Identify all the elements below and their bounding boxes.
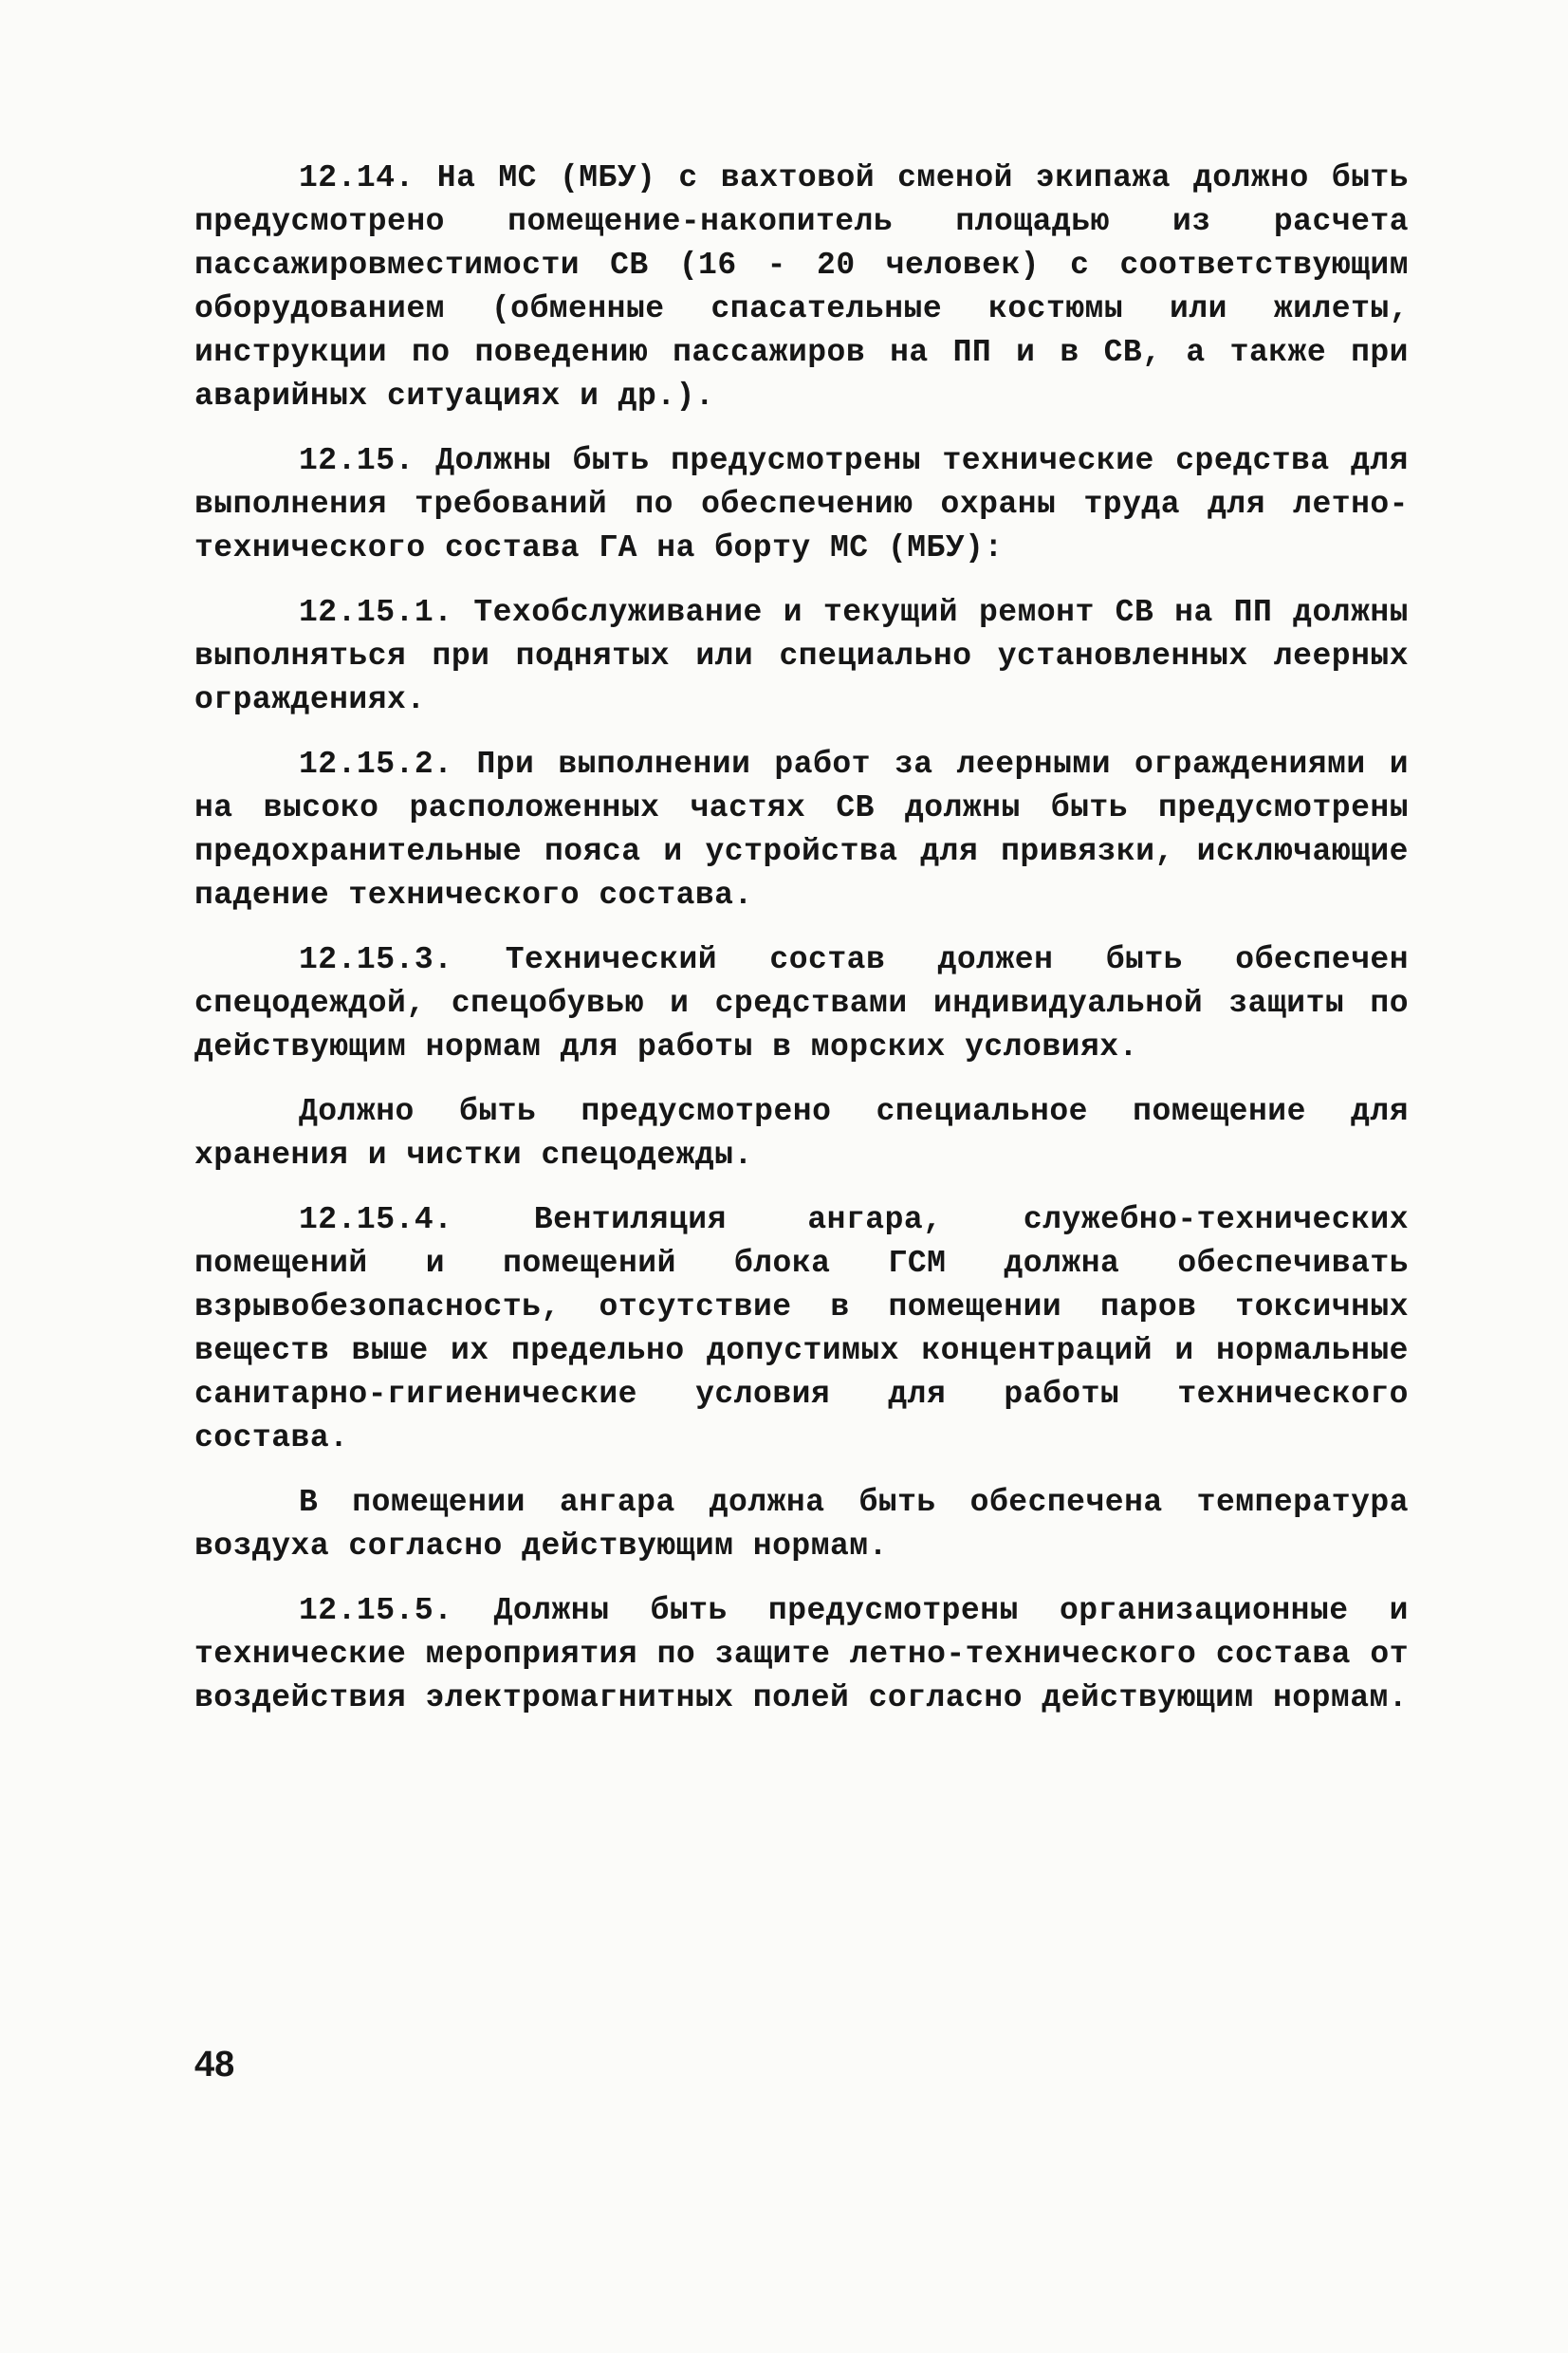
paragraph-12-15-2: 12.15.2. При выполнении работ за леерными ограждениями и на высоко расположенных частях СВ должны быть предусмотрены предохранительные пояса и устройства для привязки, исключающие падение технического состава. <box>194 747 1409 913</box>
paragraph-12-15-3: 12.15.3. Технический состав должен быть обеспечен спецодеждой, спецобувью и средствами индивидуальной защиты по действующим нормам для работы в морских условиях. <box>194 942 1409 1065</box>
paragraph-special-room: Должно быть предусмотрено специальное помещение для хранения и чистки спецодежды. <box>194 1094 1409 1173</box>
paragraph-12-14: 12.14. На МС (МБУ) с вахтовой сменой экипажа должно быть предусмотрено помещение-накопитель площадью из расчета пассажировместимости СВ (16 - 20 человек) с соответствующим оборудованием (обменные спасательные костюмы или жилеты, инструкции по поведению пассажиров на ПП и в СВ, а также при аварийных ситуациях и др.). <box>194 160 1409 414</box>
page-number: 48 <box>194 2045 235 2084</box>
paragraph-12-15-1: 12.15.1. Техобслуживание и текущий ремонт СВ на ПП должны выполняться при поднятых или специально установленных леерных ограждениях. <box>194 595 1409 717</box>
paragraph-12-15-5: 12.15.5. Должны быть предусмотрены организационные и технические мероприятия по защите летно-технического состава от воздействия электромагнитных полей согласно действующим нормам. <box>194 1593 1409 1715</box>
document-body <box>194 157 1409 1720</box>
paragraph-12-15-4: 12.15.4. Вентиляция ангара, служебно-технических помещений и помещений блока ГСМ должна обеспечивать взрывобезопасность, отсутствие в помещении паров токсичных веществ выше их предельно допустимых концентраций и нормальные санитарно-гигиенические условия для работы технического состава. <box>194 1202 1409 1455</box>
paragraph-hangar-temperature: В помещении ангара должна быть обеспечена температура воздуха согласно действующим нормам. <box>194 1485 1409 1564</box>
paragraph-12-15: 12.15. Должны быть предусмотрены технические средства для выполнения требований по обеспечению охраны труда для летно-технического состава ГА на борту МС (МБУ): <box>194 443 1409 565</box>
